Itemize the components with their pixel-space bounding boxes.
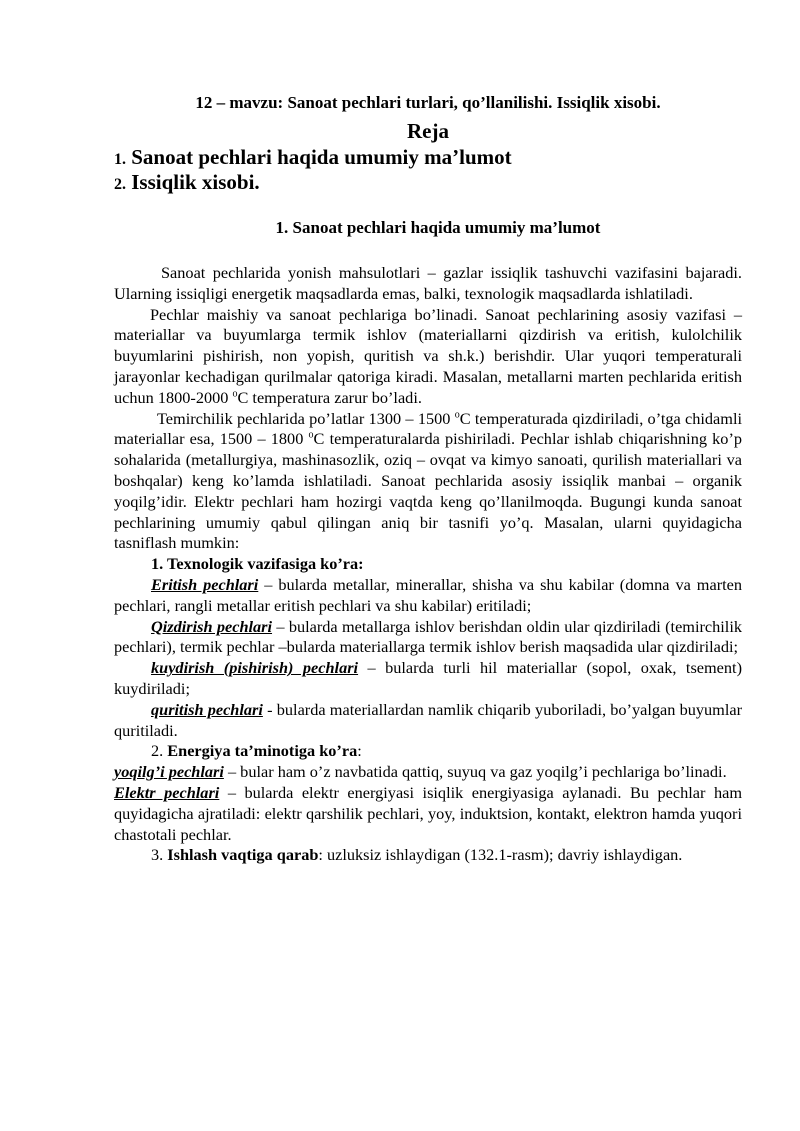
- classification-heading: [114, 741, 742, 762]
- classification-item: [114, 575, 742, 617]
- classification-item: [114, 762, 742, 783]
- term-label: Qizdirish pechlari: [151, 616, 273, 636]
- section-heading: 1. Sanoat pechlari haqida umumiy ma’lumot: [275, 218, 601, 237]
- body-text: [114, 263, 742, 866]
- classification-item: [114, 783, 742, 845]
- term-description: – bularda metallarga ishlov berishdan oldin ular qizdiriladi (temirchilik pechlari), termik pechlar –bularda materiallarga termik ishlov berish maqsadida ular qizdiriladi;: [114, 616, 742, 657]
- heading-colon: :: [357, 741, 362, 761]
- plan-item: [114, 169, 260, 198]
- heading-label: Energiya ta’minotiga ko’ra: [167, 741, 358, 761]
- term-label: Elektr pechlari: [114, 782, 220, 802]
- plan-item-number: 2.: [114, 176, 126, 193]
- term-description: – bularda elektr energiyasi isiqlik energiyasiga aylanadi. Bu pechlar ham quyidagicha ajratiladi: elektr qarshilik pechlari, yoy, induktsion, kontakt, elektron hamda yuqori chastotali pechlar.: [114, 782, 742, 844]
- classification-item: [114, 700, 742, 742]
- classification-item: [114, 658, 742, 700]
- classification-item: [114, 617, 742, 659]
- paragraph-text: Pechlar maishiy va sanoat pechlariga bo’linadi. Sanoat pechlarining asosiy vazifasi – materiallar va buyumlarga termik ishlov (materiallarni qizdirish va eritish, kulolchilik buyumlarini pishirish, non yopish, quritish va sh.k.) berishdir. Ular yuqori temperaturali jarayonlar kechadigan qurilmalar qatoriga kiradi. Masalan, metallarni marten pechlarida eritish uchun 1800-2000: [114, 304, 742, 407]
- classification-heading: 1. Texnologik vazifasiga ko’ra:: [151, 554, 364, 574]
- paragraph-text: C temperaturalarda pishiriladi. Pechlar ishlab chiqarishning ko’p sohalarida (metallurgiya, mashinasozlik, oziq – ovqat va kimyo sanoati, qurilish materiallari va boshqalar) keng ko’lamda ishlatiladi. Sanoat pechlarida asosiy issiqlik manbai – organik yoqilg’idir. Elektr pechlari ham hozirgi vaqtda keng qo’llanilmoqda. Bugungi kunda sanoat pechlarining umumiy qabul qilingan aniq bir tasnifi yo’q. Masalan, ularni quyidagicha tasniflash mumkin:: [114, 429, 743, 553]
- term-label: yoqilg’i pechlari: [114, 762, 224, 782]
- paragraph: Sanoat pechlarida yonish mahsulotlari – gazlar issiqlik tashuvchi vazifasini bajaradi. Ularning issiqligi energetik maqsadlarda emas, balki, texnologik maqsadlarda ishlatiladi.: [114, 263, 742, 303]
- degree-symbol: o: [232, 388, 238, 400]
- heading-number: 3.: [151, 845, 168, 865]
- term-description: – bularda turli hil materiallar (sopol, oxak, tsement) kuydiriladi;: [114, 658, 742, 698]
- term-description: - bularda materiallardan namlik chiqarib yuboriladi, bo’yalgan buyumlar quritiladi.: [114, 699, 742, 740]
- classification-heading: [114, 845, 742, 866]
- paragraph-text: C temperatura zarur bo’ladi.: [237, 387, 422, 407]
- document-title: 12 – mavzu: Sanoat pechlari turlari, qo’llanilishi. Issiqlik xisobi.: [195, 93, 661, 112]
- paragraph-text: Temirchilik pechlarida po’latlar 1300 – 1500: [157, 408, 455, 428]
- degree-symbol: o: [454, 409, 460, 421]
- degree-symbol: o: [308, 429, 314, 441]
- plan-heading: Reja: [407, 119, 449, 143]
- heading-label: Ishlash vaqtiga qarab: [167, 845, 319, 865]
- paragraph: [114, 409, 742, 555]
- term-label: kuydirish (pishirish) pechlari: [151, 658, 359, 678]
- plan-item-text: Issiqlik xisobi.: [131, 170, 260, 194]
- paragraph-text: C temperaturada qizdiriladi, o’tga chidamli materiallar esa, 1500 – 1800: [114, 408, 742, 449]
- heading-text: : uzluksiz ishlaydigan (132.1-rasm); davriy ishlaydigan.: [318, 845, 683, 865]
- plan-item-number: 1.: [114, 151, 126, 168]
- plan-item-text: Sanoat pechlari haqida umumiy ma’lumot: [131, 145, 512, 169]
- term-description: – bular ham o’z navbatida qattiq, suyuq va gaz yoqilg’i pechlariga bo’linadi.: [223, 762, 727, 782]
- term-label: quritish pechlari: [151, 699, 263, 719]
- heading-number: 2.: [151, 741, 168, 761]
- term-description: – bularda metallar, minerallar, shisha va shu kabilar (domna va marten pechlari, rangli metallar eritish pechlari va shu kabilar) eritiladi;: [114, 574, 743, 615]
- paragraph: [114, 305, 742, 409]
- term-label: Eritish pechlari: [151, 574, 259, 594]
